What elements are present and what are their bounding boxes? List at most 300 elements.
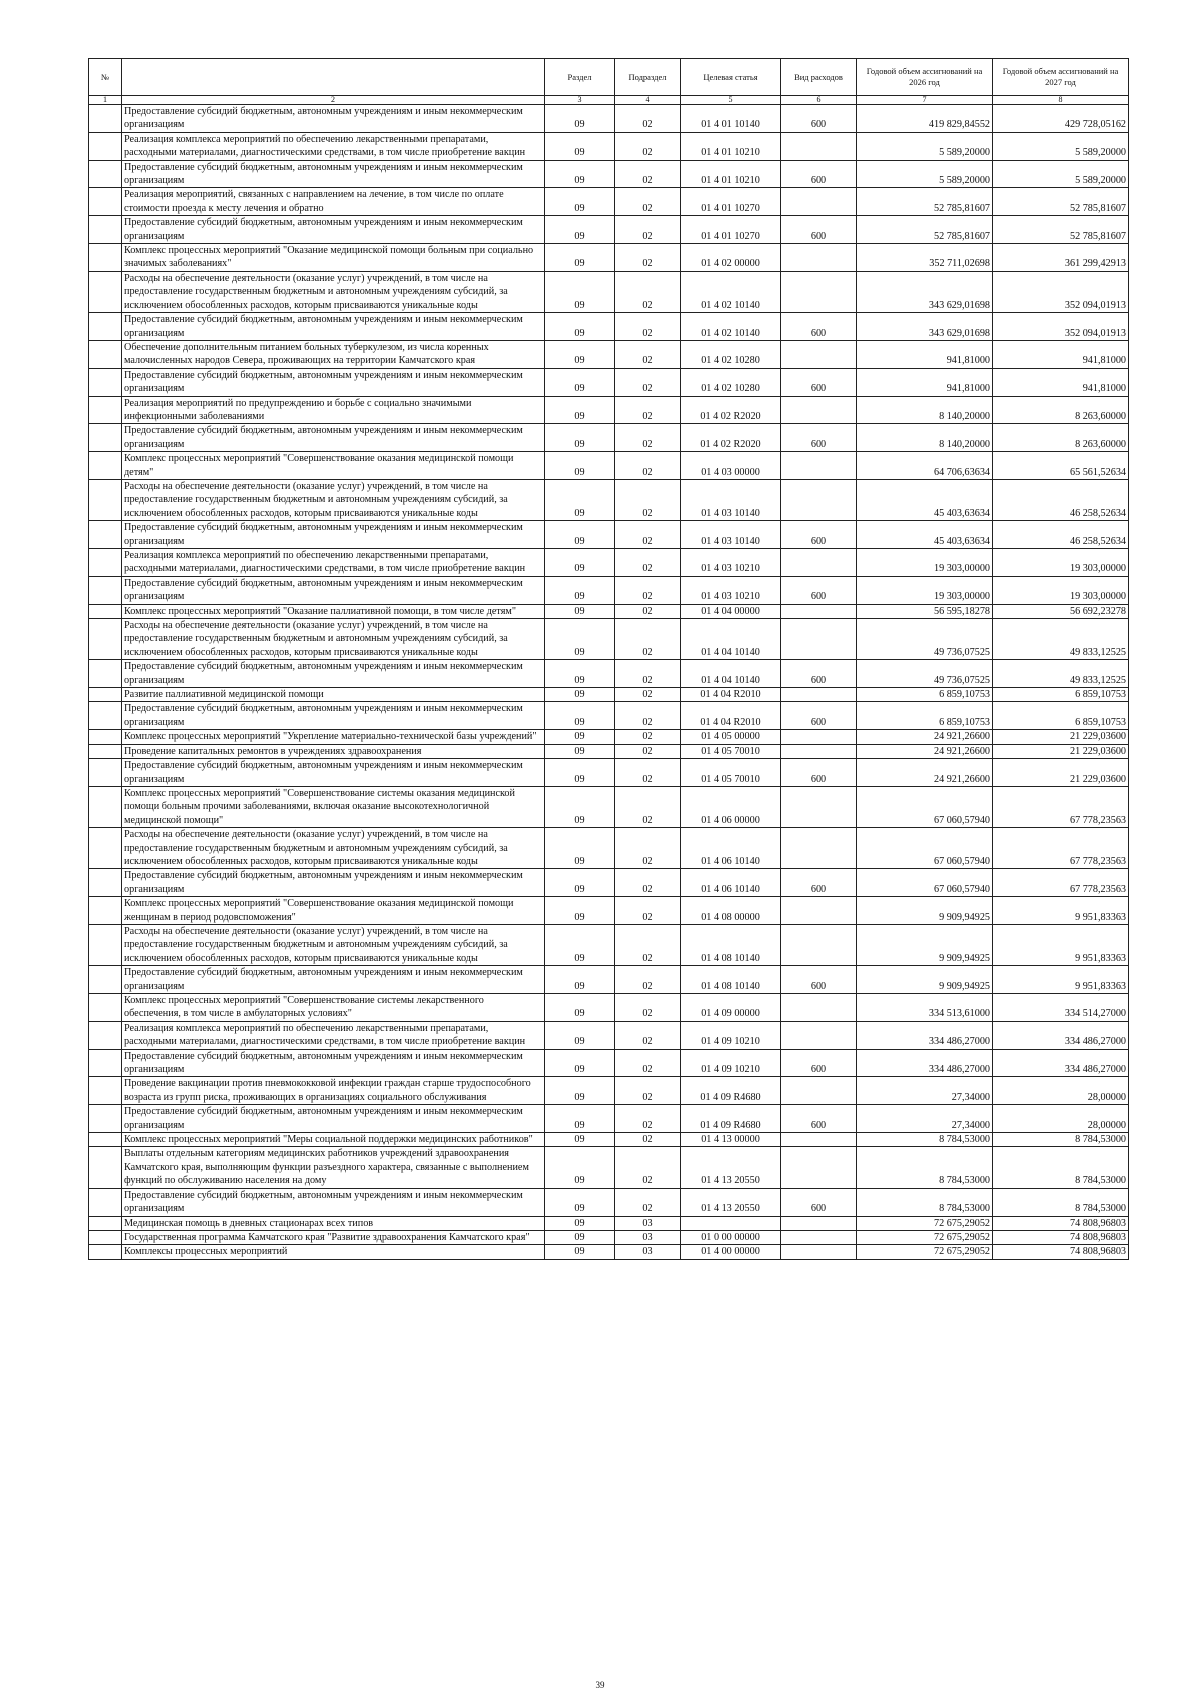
row-amount-2026-cell: 52 785,81607 — [857, 216, 993, 244]
row-razdel-cell: 09 — [545, 897, 615, 925]
row-target-article-cell: 01 4 04 R2010 — [681, 702, 781, 730]
row-number-cell — [89, 396, 122, 424]
row-amount-2026-cell: 8 140,20000 — [857, 424, 993, 452]
row-razdel-cell: 09 — [545, 759, 615, 787]
row-amount-2027-cell: 52 785,81607 — [993, 216, 1129, 244]
row-podrazdel-cell: 02 — [615, 730, 681, 744]
row-name-cell: Предоставление субсидий бюджетным, автономным учреждениям и иным некоммерческим организациям — [122, 313, 545, 341]
row-podrazdel-cell: 02 — [615, 1077, 681, 1105]
table-row — [89, 1077, 1129, 1105]
row-expense-type-cell — [781, 132, 857, 160]
row-razdel-cell: 09 — [545, 786, 615, 827]
row-razdel-cell: 09 — [545, 619, 615, 660]
row-target-article-cell: 01 4 05 70010 — [681, 759, 781, 787]
row-razdel-cell: 09 — [545, 1021, 615, 1049]
row-razdel-cell: 09 — [545, 1245, 615, 1259]
row-name-cell: Расходы на обеспечение деятельности (оказание услуг) учреждений, в том числе на предоставление государственным бюджетным и автономным учреждениям субсидий, за исключением обособленных расходов, которым присваиваются уникальные коды — [122, 479, 545, 520]
row-name-cell: Предоставление субсидий бюджетным, автономным учреждениям и иным некоммерческим организациям — [122, 966, 545, 994]
row-razdel-cell: 09 — [545, 1105, 615, 1133]
row-target-article-cell: 01 4 13 20550 — [681, 1147, 781, 1188]
row-podrazdel-cell: 02 — [615, 576, 681, 604]
column-number: 1 — [89, 96, 122, 105]
row-amount-2027-cell: 6 859,10753 — [993, 688, 1129, 702]
row-number-cell — [89, 1216, 122, 1230]
row-amount-2027-cell: 9 951,83363 — [993, 897, 1129, 925]
column-number: 4 — [615, 96, 681, 105]
row-razdel-cell: 09 — [545, 216, 615, 244]
row-number-cell — [89, 1105, 122, 1133]
table-row — [89, 188, 1129, 216]
row-amount-2026-cell: 64 706,63634 — [857, 452, 993, 480]
row-expense-type-cell — [781, 1216, 857, 1230]
row-razdel-cell: 09 — [545, 160, 615, 188]
table-row — [89, 1147, 1129, 1188]
row-amount-2027-cell: 74 808,96803 — [993, 1245, 1129, 1259]
row-amount-2026-cell: 8 784,53000 — [857, 1133, 993, 1147]
row-razdel-cell: 09 — [545, 271, 615, 312]
row-number-cell — [89, 924, 122, 965]
row-name-cell: Расходы на обеспечение деятельности (оказание услуг) учреждений, в том числе на предоставление государственным бюджетным и автономным учреждениям субсидий, за исключением обособленных расходов, которым присваиваются уникальные коды — [122, 619, 545, 660]
row-podrazdel-cell: 02 — [615, 786, 681, 827]
row-amount-2026-cell: 8 140,20000 — [857, 396, 993, 424]
row-expense-type-cell: 600 — [781, 759, 857, 787]
row-number-cell — [89, 216, 122, 244]
row-razdel-cell: 09 — [545, 244, 615, 272]
row-amount-2027-cell: 67 778,23563 — [993, 828, 1129, 869]
row-amount-2026-cell: 72 675,29052 — [857, 1230, 993, 1244]
row-razdel-cell: 09 — [545, 424, 615, 452]
table-row — [89, 368, 1129, 396]
row-razdel-cell: 09 — [545, 1188, 615, 1216]
row-name-cell: Предоставление субсидий бюджетным, автономным учреждениям и иным некоммерческим организациям — [122, 368, 545, 396]
table-row — [89, 619, 1129, 660]
row-amount-2027-cell: 941,81000 — [993, 368, 1129, 396]
row-number-cell — [89, 1133, 122, 1147]
row-expense-type-cell — [781, 271, 857, 312]
row-podrazdel-cell: 02 — [615, 549, 681, 577]
row-podrazdel-cell: 02 — [615, 452, 681, 480]
row-number-cell — [89, 105, 122, 133]
column-number: 5 — [681, 96, 781, 105]
row-number-cell — [89, 576, 122, 604]
row-target-article-cell: 01 4 06 00000 — [681, 786, 781, 827]
row-expense-type-cell: 600 — [781, 313, 857, 341]
row-amount-2027-cell: 8 784,53000 — [993, 1133, 1129, 1147]
row-number-cell — [89, 549, 122, 577]
row-expense-type-cell — [781, 688, 857, 702]
row-amount-2026-cell: 45 403,63634 — [857, 521, 993, 549]
row-expense-type-cell — [781, 452, 857, 480]
table-row — [89, 1021, 1129, 1049]
table-row — [89, 730, 1129, 744]
row-number-cell — [89, 702, 122, 730]
row-amount-2026-cell: 343 629,01698 — [857, 271, 993, 312]
table-header — [89, 59, 1129, 105]
table-row — [89, 786, 1129, 827]
row-name-cell: Предоставление субсидий бюджетным, автономным учреждениям и иным некоммерческим организациям — [122, 1049, 545, 1077]
row-podrazdel-cell: 02 — [615, 869, 681, 897]
row-target-article-cell: 01 4 01 10210 — [681, 160, 781, 188]
table-row — [89, 452, 1129, 480]
row-amount-2026-cell: 67 060,57940 — [857, 828, 993, 869]
row-amount-2027-cell: 6 859,10753 — [993, 702, 1129, 730]
row-amount-2027-cell: 5 589,20000 — [993, 160, 1129, 188]
row-expense-type-cell — [781, 730, 857, 744]
row-name-cell: Реализация мероприятий, связанных с направлением на лечение, в том числе по оплате стоимости проезда к месту лечения и обратно — [122, 188, 545, 216]
row-target-article-cell: 01 4 03 10140 — [681, 521, 781, 549]
table-row — [89, 1133, 1129, 1147]
row-expense-type-cell — [781, 244, 857, 272]
header-podrazdel: Подраздел — [615, 59, 681, 96]
row-razdel-cell: 09 — [545, 604, 615, 618]
row-expense-type-cell: 600 — [781, 368, 857, 396]
row-expense-type-cell: 600 — [781, 702, 857, 730]
row-amount-2026-cell: 72 675,29052 — [857, 1245, 993, 1259]
row-target-article-cell: 01 4 01 10210 — [681, 132, 781, 160]
header-name — [122, 59, 545, 96]
row-expense-type-cell: 600 — [781, 521, 857, 549]
row-expense-type-cell: 600 — [781, 424, 857, 452]
row-amount-2026-cell: 941,81000 — [857, 368, 993, 396]
row-expense-type-cell: 600 — [781, 869, 857, 897]
row-expense-type-cell — [781, 1021, 857, 1049]
header-razdel: Раздел — [545, 59, 615, 96]
row-target-article-cell: 01 4 08 10140 — [681, 924, 781, 965]
column-number: 7 — [857, 96, 993, 105]
row-razdel-cell: 09 — [545, 702, 615, 730]
row-amount-2027-cell: 8 784,53000 — [993, 1188, 1129, 1216]
row-name-cell: Комплекс процессных мероприятий "Оказание медицинской помощи больным при социально значимых заболеваниях" — [122, 244, 545, 272]
row-amount-2026-cell: 334 513,61000 — [857, 994, 993, 1022]
row-amount-2027-cell: 334 514,27000 — [993, 994, 1129, 1022]
row-podrazdel-cell: 02 — [615, 313, 681, 341]
row-number-cell — [89, 730, 122, 744]
row-number-cell — [89, 479, 122, 520]
row-number-cell — [89, 368, 122, 396]
row-expense-type-cell — [781, 396, 857, 424]
row-razdel-cell: 09 — [545, 994, 615, 1022]
row-expense-type-cell: 600 — [781, 105, 857, 133]
column-number: 6 — [781, 96, 857, 105]
row-razdel-cell: 09 — [545, 1216, 615, 1230]
row-name-cell: Расходы на обеспечение деятельности (оказание услуг) учреждений, в том числе на предоставление государственным бюджетным и автономным учреждениям субсидий, за исключением обособленных расходов, которым присваиваются уникальные коды — [122, 828, 545, 869]
row-razdel-cell: 09 — [545, 660, 615, 688]
row-podrazdel-cell: 02 — [615, 424, 681, 452]
row-razdel-cell: 09 — [545, 1230, 615, 1244]
row-podrazdel-cell: 02 — [615, 188, 681, 216]
row-target-article-cell: 01 4 03 10210 — [681, 549, 781, 577]
row-name-cell: Проведение капитальных ремонтов в учреждениях здравоохранения — [122, 744, 545, 758]
row-amount-2027-cell: 352 094,01913 — [993, 313, 1129, 341]
row-amount-2026-cell: 419 829,84552 — [857, 105, 993, 133]
table-row — [89, 966, 1129, 994]
row-expense-type-cell — [781, 924, 857, 965]
row-amount-2027-cell: 46 258,52634 — [993, 479, 1129, 520]
row-expense-type-cell — [781, 1077, 857, 1105]
row-amount-2026-cell: 67 060,57940 — [857, 786, 993, 827]
row-expense-type-cell — [781, 619, 857, 660]
row-amount-2027-cell: 56 692,23278 — [993, 604, 1129, 618]
row-amount-2027-cell: 361 299,42913 — [993, 244, 1129, 272]
row-name-cell: Выплаты отдельным категориям медицинских работников учреждений здравоохранения Камчатского края, выполняющим функции разъездного характера, связанные с выполнением функций по обслуживанию населения на дому — [122, 1147, 545, 1188]
header-target-article: Целевая статья — [681, 59, 781, 96]
row-amount-2027-cell: 5 589,20000 — [993, 132, 1129, 160]
row-podrazdel-cell: 02 — [615, 479, 681, 520]
row-amount-2026-cell: 941,81000 — [857, 340, 993, 368]
row-amount-2027-cell: 21 229,03600 — [993, 730, 1129, 744]
row-razdel-cell: 09 — [545, 576, 615, 604]
row-number-cell — [89, 521, 122, 549]
row-amount-2027-cell: 67 778,23563 — [993, 869, 1129, 897]
row-target-article-cell: 01 4 02 00000 — [681, 244, 781, 272]
table-row — [89, 396, 1129, 424]
row-number-cell — [89, 340, 122, 368]
row-name-cell: Предоставление субсидий бюджетным, автономным учреждениям и иным некоммерческим организациям — [122, 160, 545, 188]
row-expense-type-cell — [781, 828, 857, 869]
row-podrazdel-cell: 02 — [615, 604, 681, 618]
row-amount-2027-cell: 352 094,01913 — [993, 271, 1129, 312]
row-amount-2026-cell: 52 785,81607 — [857, 188, 993, 216]
row-name-cell: Реализация комплекса мероприятий по обеспечению лекарственными препаратами, расходными материалами, диагностическими средствами, в том числе приобретение вакцин — [122, 1021, 545, 1049]
row-podrazdel-cell: 02 — [615, 702, 681, 730]
row-amount-2026-cell: 6 859,10753 — [857, 688, 993, 702]
row-amount-2027-cell: 52 785,81607 — [993, 188, 1129, 216]
row-target-article-cell: 01 4 01 10270 — [681, 188, 781, 216]
row-target-article-cell: 01 4 05 00000 — [681, 730, 781, 744]
row-podrazdel-cell: 02 — [615, 619, 681, 660]
row-number-cell — [89, 759, 122, 787]
row-podrazdel-cell: 02 — [615, 1105, 681, 1133]
table-row — [89, 216, 1129, 244]
row-name-cell: Комплекс процессных мероприятий "Совершенствование системы оказания медицинской помощи больным прочими заболеваниями, включая оказание высокотехнологичной медицинской помощи" — [122, 786, 545, 827]
row-name-cell: Комплекс процессных мероприятий "Укрепление материально-технической базы учреждений" — [122, 730, 545, 744]
row-name-cell: Комплекс процессных мероприятий "Совершенствование оказания медицинской помощи детям" — [122, 452, 545, 480]
row-amount-2027-cell: 67 778,23563 — [993, 786, 1129, 827]
row-name-cell: Предоставление субсидий бюджетным, автономным учреждениям и иным некоммерческим организациям — [122, 1188, 545, 1216]
row-amount-2027-cell: 74 808,96803 — [993, 1230, 1129, 1244]
row-expense-type-cell: 600 — [781, 1105, 857, 1133]
row-amount-2026-cell: 9 909,94925 — [857, 966, 993, 994]
row-amount-2026-cell: 19 303,00000 — [857, 576, 993, 604]
row-podrazdel-cell: 02 — [615, 1133, 681, 1147]
row-expense-type-cell — [781, 994, 857, 1022]
row-number-cell — [89, 452, 122, 480]
row-number-cell — [89, 244, 122, 272]
row-expense-type-cell: 600 — [781, 1188, 857, 1216]
row-number-cell — [89, 619, 122, 660]
row-amount-2026-cell: 72 675,29052 — [857, 1216, 993, 1230]
row-podrazdel-cell: 02 — [615, 271, 681, 312]
row-amount-2026-cell: 56 595,18278 — [857, 604, 993, 618]
row-number-cell — [89, 1230, 122, 1244]
row-target-article-cell: 01 4 04 R2010 — [681, 688, 781, 702]
header-amount-2026: Годовой объем ассигнований на 2026 год — [857, 59, 993, 96]
row-amount-2027-cell: 9 951,83363 — [993, 966, 1129, 994]
row-target-article-cell: 01 4 04 00000 — [681, 604, 781, 618]
table-row — [89, 521, 1129, 549]
row-target-article-cell: 01 4 02 10280 — [681, 340, 781, 368]
row-number-cell — [89, 966, 122, 994]
row-target-article-cell: 01 4 09 00000 — [681, 994, 781, 1022]
row-razdel-cell: 09 — [545, 313, 615, 341]
row-amount-2026-cell: 9 909,94925 — [857, 897, 993, 925]
table-row — [89, 1230, 1129, 1244]
row-expense-type-cell — [781, 1245, 857, 1259]
row-number-cell — [89, 1147, 122, 1188]
row-razdel-cell: 09 — [545, 869, 615, 897]
row-expense-type-cell — [781, 340, 857, 368]
table-row — [89, 688, 1129, 702]
row-amount-2026-cell: 334 486,27000 — [857, 1049, 993, 1077]
row-razdel-cell: 09 — [545, 966, 615, 994]
row-target-article-cell: 01 4 00 00000 — [681, 1245, 781, 1259]
row-target-article-cell: 01 4 02 10140 — [681, 313, 781, 341]
row-podrazdel-cell: 02 — [615, 994, 681, 1022]
table-body — [89, 105, 1129, 1260]
row-number-cell — [89, 1245, 122, 1259]
row-podrazdel-cell: 02 — [615, 132, 681, 160]
row-expense-type-cell — [781, 1147, 857, 1188]
table-row — [89, 132, 1129, 160]
budget-table-sheet — [88, 58, 1128, 1260]
table-row — [89, 1188, 1129, 1216]
row-podrazdel-cell: 02 — [615, 660, 681, 688]
row-name-cell: Комплекс процессных мероприятий "Оказание паллиативной помощи, в том числе детям" — [122, 604, 545, 618]
row-amount-2026-cell: 49 736,07525 — [857, 619, 993, 660]
row-amount-2027-cell: 8 263,60000 — [993, 396, 1129, 424]
row-razdel-cell: 09 — [545, 340, 615, 368]
row-amount-2027-cell: 334 486,27000 — [993, 1021, 1129, 1049]
row-number-cell — [89, 160, 122, 188]
table-row — [89, 1105, 1129, 1133]
row-target-article-cell: 01 4 13 20550 — [681, 1188, 781, 1216]
row-razdel-cell: 09 — [545, 744, 615, 758]
column-number: 3 — [545, 96, 615, 105]
table-row — [89, 604, 1129, 618]
table-row — [89, 105, 1129, 133]
row-podrazdel-cell: 02 — [615, 368, 681, 396]
column-numbers-row — [89, 96, 1129, 105]
row-expense-type-cell — [781, 1230, 857, 1244]
row-podrazdel-cell: 02 — [615, 744, 681, 758]
row-name-cell: Реализация комплекса мероприятий по обеспечению лекарственными препаратами, расходными материалами, диагностическими средствами, в том числе приобретение вакцин — [122, 132, 545, 160]
row-target-article-cell — [681, 1216, 781, 1230]
table-row — [89, 549, 1129, 577]
table-row — [89, 1049, 1129, 1077]
row-target-article-cell: 01 4 02 R2020 — [681, 424, 781, 452]
row-amount-2026-cell: 343 629,01698 — [857, 313, 993, 341]
row-podrazdel-cell: 02 — [615, 759, 681, 787]
row-podrazdel-cell: 03 — [615, 1230, 681, 1244]
table-row — [89, 479, 1129, 520]
row-amount-2027-cell: 19 303,00000 — [993, 549, 1129, 577]
row-podrazdel-cell: 02 — [615, 105, 681, 133]
table-row — [89, 994, 1129, 1022]
table-row — [89, 160, 1129, 188]
row-razdel-cell: 09 — [545, 368, 615, 396]
row-amount-2026-cell: 67 060,57940 — [857, 869, 993, 897]
row-amount-2026-cell: 8 784,53000 — [857, 1147, 993, 1188]
column-number: 8 — [993, 96, 1129, 105]
row-podrazdel-cell: 02 — [615, 160, 681, 188]
row-amount-2026-cell: 352 711,02698 — [857, 244, 993, 272]
row-number-cell — [89, 271, 122, 312]
table-row — [89, 869, 1129, 897]
row-amount-2027-cell: 21 229,03600 — [993, 759, 1129, 787]
row-expense-type-cell: 600 — [781, 1049, 857, 1077]
row-razdel-cell: 09 — [545, 828, 615, 869]
row-number-cell — [89, 132, 122, 160]
row-number-cell — [89, 786, 122, 827]
row-amount-2026-cell: 49 736,07525 — [857, 660, 993, 688]
table-row — [89, 828, 1129, 869]
row-target-article-cell: 01 4 13 00000 — [681, 1133, 781, 1147]
row-podrazdel-cell: 02 — [615, 828, 681, 869]
row-razdel-cell: 09 — [545, 521, 615, 549]
row-podrazdel-cell: 02 — [615, 1147, 681, 1188]
row-number-cell — [89, 869, 122, 897]
row-target-article-cell: 01 4 08 00000 — [681, 897, 781, 925]
table-row — [89, 1216, 1129, 1230]
row-razdel-cell: 09 — [545, 132, 615, 160]
row-name-cell: Расходы на обеспечение деятельности (оказание услуг) учреждений, в том числе на предоставление государственным бюджетным и автономным учреждениям субсидий, за исключением обособленных расходов, которым присваиваются уникальные коды — [122, 924, 545, 965]
row-number-cell — [89, 1188, 122, 1216]
row-number-cell — [89, 660, 122, 688]
row-name-cell: Предоставление субсидий бюджетным, автономным учреждениям и иным некоммерческим организациям — [122, 105, 545, 133]
table-row — [89, 744, 1129, 758]
row-number-cell — [89, 313, 122, 341]
table-row — [89, 924, 1129, 965]
row-name-cell: Реализация мероприятий по предупреждению и борьбе с социально значимыми инфекционными заболеваниями — [122, 396, 545, 424]
row-number-cell — [89, 688, 122, 702]
row-podrazdel-cell: 02 — [615, 1021, 681, 1049]
row-name-cell: Предоставление субсидий бюджетным, автономным учреждениям и иным некоммерческим организациям — [122, 576, 545, 604]
row-number-cell — [89, 424, 122, 452]
row-amount-2027-cell: 8 263,60000 — [993, 424, 1129, 452]
row-target-article-cell: 01 4 01 10140 — [681, 105, 781, 133]
row-amount-2026-cell: 24 921,26600 — [857, 744, 993, 758]
row-amount-2026-cell: 6 859,10753 — [857, 702, 993, 730]
row-razdel-cell: 09 — [545, 730, 615, 744]
row-target-article-cell: 01 0 00 00000 — [681, 1230, 781, 1244]
row-target-article-cell: 01 4 03 10210 — [681, 576, 781, 604]
row-number-cell — [89, 1021, 122, 1049]
row-target-article-cell: 01 4 04 10140 — [681, 619, 781, 660]
row-expense-type-cell — [781, 604, 857, 618]
row-expense-type-cell — [781, 479, 857, 520]
row-target-article-cell: 01 4 02 R2020 — [681, 396, 781, 424]
row-podrazdel-cell: 02 — [615, 521, 681, 549]
table-row — [89, 424, 1129, 452]
row-name-cell: Предоставление субсидий бюджетным, автономным учреждениям и иным некоммерческим организациям — [122, 869, 545, 897]
row-amount-2027-cell: 49 833,12525 — [993, 660, 1129, 688]
row-podrazdel-cell: 02 — [615, 1049, 681, 1077]
row-amount-2026-cell: 24 921,26600 — [857, 759, 993, 787]
row-amount-2027-cell: 65 561,52634 — [993, 452, 1129, 480]
row-expense-type-cell — [781, 188, 857, 216]
row-amount-2027-cell: 28,00000 — [993, 1077, 1129, 1105]
row-razdel-cell: 09 — [545, 1147, 615, 1188]
row-podrazdel-cell: 03 — [615, 1245, 681, 1259]
row-razdel-cell: 09 — [545, 549, 615, 577]
table-row — [89, 340, 1129, 368]
row-name-cell: Комплекс процессных мероприятий "Меры социальной поддержки медицинских работников" — [122, 1133, 545, 1147]
table-row — [89, 271, 1129, 312]
row-expense-type-cell: 600 — [781, 160, 857, 188]
column-number: 2 — [122, 96, 545, 105]
row-amount-2027-cell: 9 951,83363 — [993, 924, 1129, 965]
row-name-cell: Предоставление субсидий бюджетным, автономным учреждениям и иным некоммерческим организациям — [122, 424, 545, 452]
